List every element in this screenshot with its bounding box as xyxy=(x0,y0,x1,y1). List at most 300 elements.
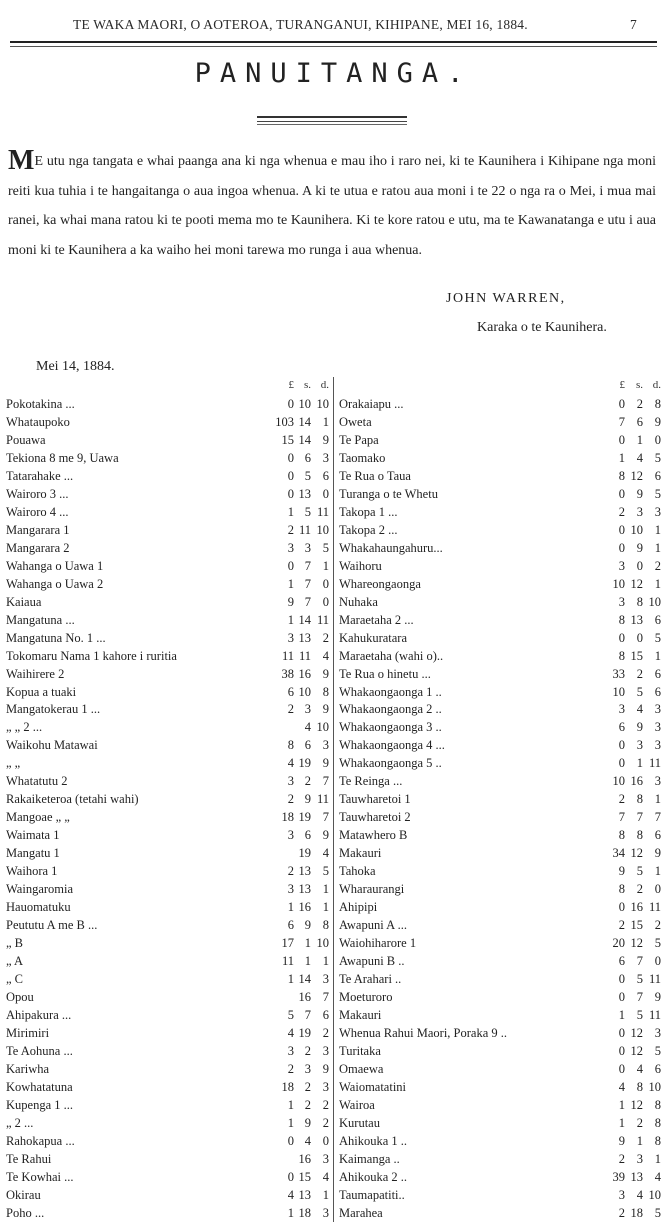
lsd-header xyxy=(6,377,329,395)
table-row xyxy=(6,970,329,988)
pence-value: 11 xyxy=(316,504,329,519)
pounds-value: 2 xyxy=(287,864,294,879)
table-row xyxy=(6,431,329,449)
shillings-value: 12 xyxy=(630,468,643,483)
pounds-value: 0 xyxy=(618,522,625,537)
pounds-value: 5 xyxy=(287,1007,294,1022)
land-block-name: Whareongaonga xyxy=(339,576,421,591)
pounds-value: 0 xyxy=(618,630,625,645)
pounds-value: 8 xyxy=(618,648,625,663)
shillings-value: 3 xyxy=(304,540,311,555)
pounds-value: 3 xyxy=(618,558,625,573)
table-row xyxy=(339,1186,661,1204)
land-block-name: Wairoa xyxy=(339,1097,375,1112)
table-row xyxy=(339,790,661,808)
pounds-value: 9 xyxy=(618,864,625,879)
land-block-name: Kupenga 1 ... xyxy=(6,1097,73,1112)
pounds-value: 1 xyxy=(287,972,294,986)
pounds-value: 38 xyxy=(281,666,294,681)
land-block-name: Wairoro 3 ... xyxy=(6,486,69,501)
pounds-value: 3 xyxy=(287,882,294,897)
table-row xyxy=(339,575,661,593)
land-block-name: „ C xyxy=(6,972,24,986)
shillings-value: 10 xyxy=(298,684,311,699)
pounds-value: 4 xyxy=(618,1079,625,1094)
shillings-value: 8 xyxy=(636,792,643,807)
shillings-value: 15 xyxy=(630,648,643,663)
shillings-value: 1 xyxy=(636,1133,643,1148)
pounds-value: 10 xyxy=(612,774,625,789)
pence-value: 6 xyxy=(322,1007,329,1022)
pence-value: 2 xyxy=(322,1025,329,1040)
pounds-value: 34 xyxy=(612,846,625,861)
table-row xyxy=(6,1150,329,1168)
land-block-name: Wahanga o Uawa 1 xyxy=(6,558,104,573)
pounds-value: 3 xyxy=(287,828,294,843)
pounds-value: 11 xyxy=(281,954,294,969)
pence-value: 3 xyxy=(654,702,661,717)
land-block-name: Orakaiapu ... xyxy=(339,397,404,411)
table-row xyxy=(339,844,661,862)
shillings-value: 1 xyxy=(636,432,643,447)
table-row xyxy=(339,1078,661,1096)
land-block-name: Mangatokerau 1 ... xyxy=(6,702,101,717)
shillings-value: 10 xyxy=(630,522,643,537)
pounds-value: 15 xyxy=(281,432,294,447)
pounds-value: 6 xyxy=(287,918,294,933)
shillings-value: 9 xyxy=(304,918,311,933)
land-block-name: Mangatu 1 xyxy=(6,846,60,861)
pence-value: 1 xyxy=(654,1151,661,1166)
shillings-value: 5 xyxy=(304,504,311,519)
pounds-value: 0 xyxy=(618,432,625,447)
pounds-value: 8 xyxy=(618,468,625,483)
pence-value: 9 xyxy=(322,666,329,681)
shillings-value: 16 xyxy=(298,1151,311,1166)
pounds-value: 4 xyxy=(287,756,294,771)
table-row xyxy=(6,916,329,934)
shillings-value: 14 xyxy=(298,972,311,986)
shillings-value: 6 xyxy=(304,828,311,843)
land-block-name: Moeturoro xyxy=(339,989,393,1004)
pence-value: 5 xyxy=(654,1205,661,1220)
shillings-value: 2 xyxy=(636,882,643,897)
pence-value: 3 xyxy=(322,1043,329,1058)
table-row xyxy=(339,431,661,449)
pence-value: 11 xyxy=(316,612,329,627)
pounds-value: 2 xyxy=(287,792,294,807)
shillings-value: 7 xyxy=(636,954,643,969)
table-row xyxy=(339,665,661,683)
pence-value: 7 xyxy=(322,810,329,825)
shillings-value: 4 xyxy=(304,1133,311,1148)
rates-list-right xyxy=(339,377,661,1222)
signature-name: JOHN WARREN, xyxy=(446,291,566,306)
pounds-value: 6 xyxy=(618,954,625,969)
table-row xyxy=(339,808,661,826)
pounds-value: 0 xyxy=(287,450,294,465)
land-block-name: Wharaurangi xyxy=(339,882,405,897)
shillings-value: 0 xyxy=(636,630,643,645)
shillings-value: 19 xyxy=(298,846,311,861)
pence-value: 1 xyxy=(654,864,661,879)
shillings-value: 5 xyxy=(304,468,311,483)
pence-value: 8 xyxy=(654,1097,661,1112)
table-row xyxy=(6,467,329,485)
land-block-name: Wairoro 4 ... xyxy=(6,504,69,519)
land-block-name: Kowhatatuna xyxy=(6,1079,73,1094)
table-row xyxy=(339,988,661,1006)
pounds-value: 18 xyxy=(281,1079,294,1094)
pence-value: 8 xyxy=(322,918,329,933)
land-block-name: „ 2 ... xyxy=(6,1115,34,1130)
shillings-value: 18 xyxy=(630,1205,643,1220)
land-block-name: Kaiaua xyxy=(6,594,42,609)
pounds-value: 1 xyxy=(287,900,294,915)
pounds-value: 0 xyxy=(287,397,294,411)
pence-value: 1 xyxy=(322,954,329,969)
shillings-value: 14 xyxy=(298,414,311,429)
pounds-value: 0 xyxy=(618,486,625,501)
pounds-value: 0 xyxy=(618,972,625,986)
table-row xyxy=(339,413,661,431)
table-row xyxy=(6,395,329,413)
shillings-value: 16 xyxy=(298,900,311,915)
shillings-value: 2 xyxy=(636,666,643,681)
pounds-value: 7 xyxy=(618,810,625,825)
pence-value: 3 xyxy=(322,450,329,465)
table-row xyxy=(339,1204,661,1222)
shillings-value: 12 xyxy=(630,576,643,591)
shillings-value: 1 xyxy=(304,954,311,969)
land-block-name: Waiohiharore 1 xyxy=(339,936,417,951)
land-block-name: Tauwharetoi 2 xyxy=(339,810,411,825)
land-block-name: „ „ xyxy=(6,756,21,771)
shillings-value: 16 xyxy=(298,666,311,681)
table-row xyxy=(6,934,329,952)
pence-value: 3 xyxy=(322,972,329,986)
shillings-value: 1 xyxy=(304,936,311,951)
pounds-value: 2 xyxy=(618,1151,625,1166)
pounds-value: 3 xyxy=(287,540,294,555)
pounds-value: 1 xyxy=(287,576,294,591)
table-row xyxy=(6,1060,329,1078)
pence-value: 8 xyxy=(654,397,661,411)
land-block-name: Te Reinga ... xyxy=(339,774,403,789)
shillings-value: 2 xyxy=(304,1097,311,1112)
shillings-value: 5 xyxy=(636,864,643,879)
shillings-value: 18 xyxy=(298,1205,311,1220)
table-row xyxy=(6,1186,329,1204)
drop-cap: M xyxy=(8,145,32,176)
column-divider xyxy=(333,377,334,1222)
pence-value: 3 xyxy=(322,1205,329,1220)
shillings-value: 4 xyxy=(636,450,643,465)
table-row xyxy=(6,988,329,1006)
land-block-name: Okirau xyxy=(6,1187,41,1202)
land-block-name: Poho ... xyxy=(6,1205,45,1220)
pounds-value: 8 xyxy=(618,612,625,627)
shillings-value: 12 xyxy=(630,1025,643,1040)
pence-value: 3 xyxy=(322,1151,329,1166)
table-row xyxy=(339,1096,661,1114)
land-block-name: Takopa 2 ... xyxy=(339,522,398,537)
pence-value: 3 xyxy=(322,1079,329,1094)
pence-value: 10 xyxy=(316,397,329,411)
pounds-value: 0 xyxy=(618,738,625,753)
shillings-value: 14 xyxy=(298,612,311,627)
pounds-value: 0 xyxy=(618,989,625,1004)
title-rule xyxy=(257,116,407,118)
pounds-value: 2 xyxy=(618,918,625,933)
land-block-name: Whakaongaonga 3 .. xyxy=(339,720,442,735)
land-block-name: „ „ 2 ... xyxy=(6,720,43,735)
land-block-name: Marahea xyxy=(339,1205,383,1220)
table-row xyxy=(339,1150,661,1168)
header-rule-thin xyxy=(10,46,657,47)
table-row xyxy=(6,485,329,503)
land-block-name: Omaewa xyxy=(339,1061,384,1076)
pence-value: 9 xyxy=(322,1061,329,1076)
title-rule xyxy=(257,121,407,122)
shillings-value: 4 xyxy=(304,720,311,735)
table-row xyxy=(339,916,661,934)
table-row xyxy=(339,521,661,539)
table-row xyxy=(6,1024,329,1042)
pounds-value: 6 xyxy=(618,720,625,735)
table-row xyxy=(339,1024,661,1042)
shillings-value: 12 xyxy=(630,936,643,951)
pence-value: 6 xyxy=(654,828,661,843)
pence-value: 0 xyxy=(322,486,329,501)
pence-value: 7 xyxy=(322,774,329,789)
shillings-value: 9 xyxy=(636,720,643,735)
pounds-value: 0 xyxy=(287,558,294,573)
shillings-value: 3 xyxy=(636,738,643,753)
land-block-name: Waihora 1 xyxy=(6,864,58,879)
land-block-name: „ B xyxy=(6,936,24,951)
table-row xyxy=(6,790,329,808)
pounds-value: 0 xyxy=(287,468,294,483)
pence-value: 11 xyxy=(648,972,661,986)
shillings-header: s. xyxy=(635,379,643,391)
pence-value: 5 xyxy=(654,1043,661,1058)
pence-value: 3 xyxy=(654,774,661,789)
land-block-name: Nuhaka xyxy=(339,594,378,609)
table-row xyxy=(339,772,661,790)
pence-value: 3 xyxy=(654,1025,661,1040)
land-block-name: Whakaongaonga 4 ... xyxy=(339,738,445,753)
pounds-value: 1 xyxy=(618,450,625,465)
land-block-name: Whakaongaonga 1 .. xyxy=(339,684,442,699)
shillings-value: 6 xyxy=(304,450,311,465)
table-row xyxy=(339,557,661,575)
shillings-value: 3 xyxy=(304,702,311,717)
land-block-name: Awapuni B .. xyxy=(339,954,405,969)
pence-value: 3 xyxy=(654,504,661,519)
land-block-name: Turitaka xyxy=(339,1043,381,1058)
pounds-value: 0 xyxy=(618,756,625,771)
land-block-name: Whataupoko xyxy=(6,414,70,429)
table-row xyxy=(339,449,661,467)
shillings-value: 16 xyxy=(630,900,643,915)
land-block-name: „ A xyxy=(6,954,24,969)
pence-value: 6 xyxy=(654,1061,661,1076)
pence-value: 11 xyxy=(316,792,329,807)
shillings-value: 13 xyxy=(630,1169,643,1184)
land-block-name: Te Rua o hinetu ... xyxy=(339,666,431,681)
land-block-name: Pokotakina ... xyxy=(6,397,75,411)
table-row xyxy=(6,593,329,611)
pence-value: 1 xyxy=(654,576,661,591)
land-block-name: Taomako xyxy=(339,450,386,465)
shillings-value: 16 xyxy=(630,774,643,789)
shillings-value: 9 xyxy=(304,1115,311,1130)
table-row xyxy=(339,485,661,503)
pence-value: 1 xyxy=(654,648,661,663)
shillings-value: 3 xyxy=(304,1061,311,1076)
table-row xyxy=(339,736,661,754)
pence-value: 7 xyxy=(654,810,661,825)
land-block-name: Opou xyxy=(6,989,34,1004)
pence-value: 10 xyxy=(316,720,329,735)
shillings-value: 6 xyxy=(304,738,311,753)
shillings-value: 13 xyxy=(630,612,643,627)
shillings-value: 9 xyxy=(636,540,643,555)
table-row xyxy=(339,1006,661,1024)
land-block-name: Waihirere 2 xyxy=(6,666,65,681)
pence-value: 9 xyxy=(654,846,661,861)
land-block-name: Whatatutu 2 xyxy=(6,774,68,789)
pence-value: 11 xyxy=(648,756,661,771)
table-row xyxy=(339,862,661,880)
land-block-name: Mangatuna ... xyxy=(6,612,75,627)
pounds-value: 1 xyxy=(287,1205,294,1220)
shillings-value: 9 xyxy=(636,486,643,501)
table-row xyxy=(339,700,661,718)
pounds-value: 0 xyxy=(618,397,625,411)
table-row xyxy=(339,683,661,701)
pence-value: 6 xyxy=(322,468,329,483)
table-row xyxy=(339,647,661,665)
pounds-value: 0 xyxy=(618,1043,625,1058)
shillings-value: 8 xyxy=(636,594,643,609)
pounds-value: 9 xyxy=(618,1133,625,1148)
pounds-value: 0 xyxy=(618,900,625,915)
running-title: TE WAKA MAORI, O AOTEROA, TURANGANUI, KIHIPANE, MEI 16, 1884. xyxy=(73,17,528,32)
land-block-name: Waingaromia xyxy=(6,882,74,897)
table-row xyxy=(6,1042,329,1060)
table-row xyxy=(339,718,661,736)
land-block-name: Tauwharetoi 1 xyxy=(339,792,411,807)
land-block-name: Mirimiri xyxy=(6,1025,50,1040)
shillings-value: 7 xyxy=(304,558,311,573)
shillings-value: 13 xyxy=(298,1187,311,1202)
land-block-name: Tahoka xyxy=(339,864,376,879)
land-block-name: Rakaiketeroa (tetahi wahi) xyxy=(6,792,139,807)
shillings-value: 19 xyxy=(298,756,311,771)
pence-value: 4 xyxy=(654,1169,661,1184)
land-block-name: Waihoru xyxy=(339,558,382,573)
shillings-value: 2 xyxy=(636,1115,643,1130)
pounds-value: 2 xyxy=(618,504,625,519)
land-block-name: Te Papa xyxy=(339,432,379,447)
land-block-name: Whakaongaonga 5 .. xyxy=(339,756,442,771)
shillings-value: 5 xyxy=(636,972,643,986)
pounds-value: 9 xyxy=(287,594,294,609)
pounds-value: 8 xyxy=(618,882,625,897)
pence-header: d. xyxy=(652,379,661,391)
pounds-value: 10 xyxy=(612,576,625,591)
land-block-name: Waimata 1 xyxy=(6,828,60,843)
pence-value: 8 xyxy=(654,1115,661,1130)
land-block-name: Makauri xyxy=(339,1007,382,1022)
land-block-name: Mangoae „ „ xyxy=(6,810,70,825)
pounds-value: 20 xyxy=(612,936,625,951)
pence-value: 11 xyxy=(648,900,661,915)
shillings-value: 6 xyxy=(636,414,643,429)
pence-value: 3 xyxy=(654,720,661,735)
pence-value: 10 xyxy=(316,936,329,951)
pence-value: 2 xyxy=(322,1097,329,1112)
pence-value: 0 xyxy=(322,594,329,609)
shillings-value: 4 xyxy=(636,702,643,717)
table-row xyxy=(6,952,329,970)
table-row xyxy=(6,449,329,467)
shillings-value: 15 xyxy=(298,1169,311,1184)
pence-value: 6 xyxy=(654,468,661,483)
shillings-value: 0 xyxy=(636,558,643,573)
table-row xyxy=(339,1060,661,1078)
pence-value: 9 xyxy=(654,989,661,1004)
table-row xyxy=(6,413,329,431)
table-row xyxy=(6,521,329,539)
land-block-name: Kurutau xyxy=(339,1115,380,1130)
table-row xyxy=(6,647,329,665)
pounds-value: 2 xyxy=(287,522,294,537)
shillings-value: 11 xyxy=(298,648,311,663)
pounds-value: 18 xyxy=(281,810,294,825)
land-block-name: Taumapatiti.. xyxy=(339,1187,405,1202)
pounds-value: 0 xyxy=(287,1169,294,1184)
table-row xyxy=(6,718,329,736)
pence-value: 4 xyxy=(322,648,329,663)
pence-value: 5 xyxy=(322,540,329,555)
land-block-name: Mangarara 2 xyxy=(6,540,70,555)
table-row xyxy=(339,467,661,485)
table-row xyxy=(6,826,329,844)
land-block-name: Mangatuna No. 1 ... xyxy=(6,630,106,645)
title-rule xyxy=(257,124,407,125)
land-block-name: Takopa 1 ... xyxy=(339,504,398,519)
shillings-value: 5 xyxy=(636,684,643,699)
pounds-value: 2 xyxy=(618,792,625,807)
table-row xyxy=(6,557,329,575)
table-row xyxy=(339,395,661,413)
land-block-name: Ahipakura ... xyxy=(6,1007,72,1022)
land-block-name: Kariwha xyxy=(6,1061,50,1076)
land-block-name: Whakahaungahuru... xyxy=(339,540,443,555)
pence-value: 0 xyxy=(654,954,661,969)
pence-value: 1 xyxy=(322,900,329,915)
pence-value: 5 xyxy=(654,936,661,951)
pounds-value: 3 xyxy=(287,630,294,645)
table-row xyxy=(339,754,661,772)
pounds-value: 3 xyxy=(618,1187,625,1202)
pounds-value: 1 xyxy=(287,1115,294,1130)
pounds-value: 0 xyxy=(618,1061,625,1076)
table-row xyxy=(339,898,661,916)
